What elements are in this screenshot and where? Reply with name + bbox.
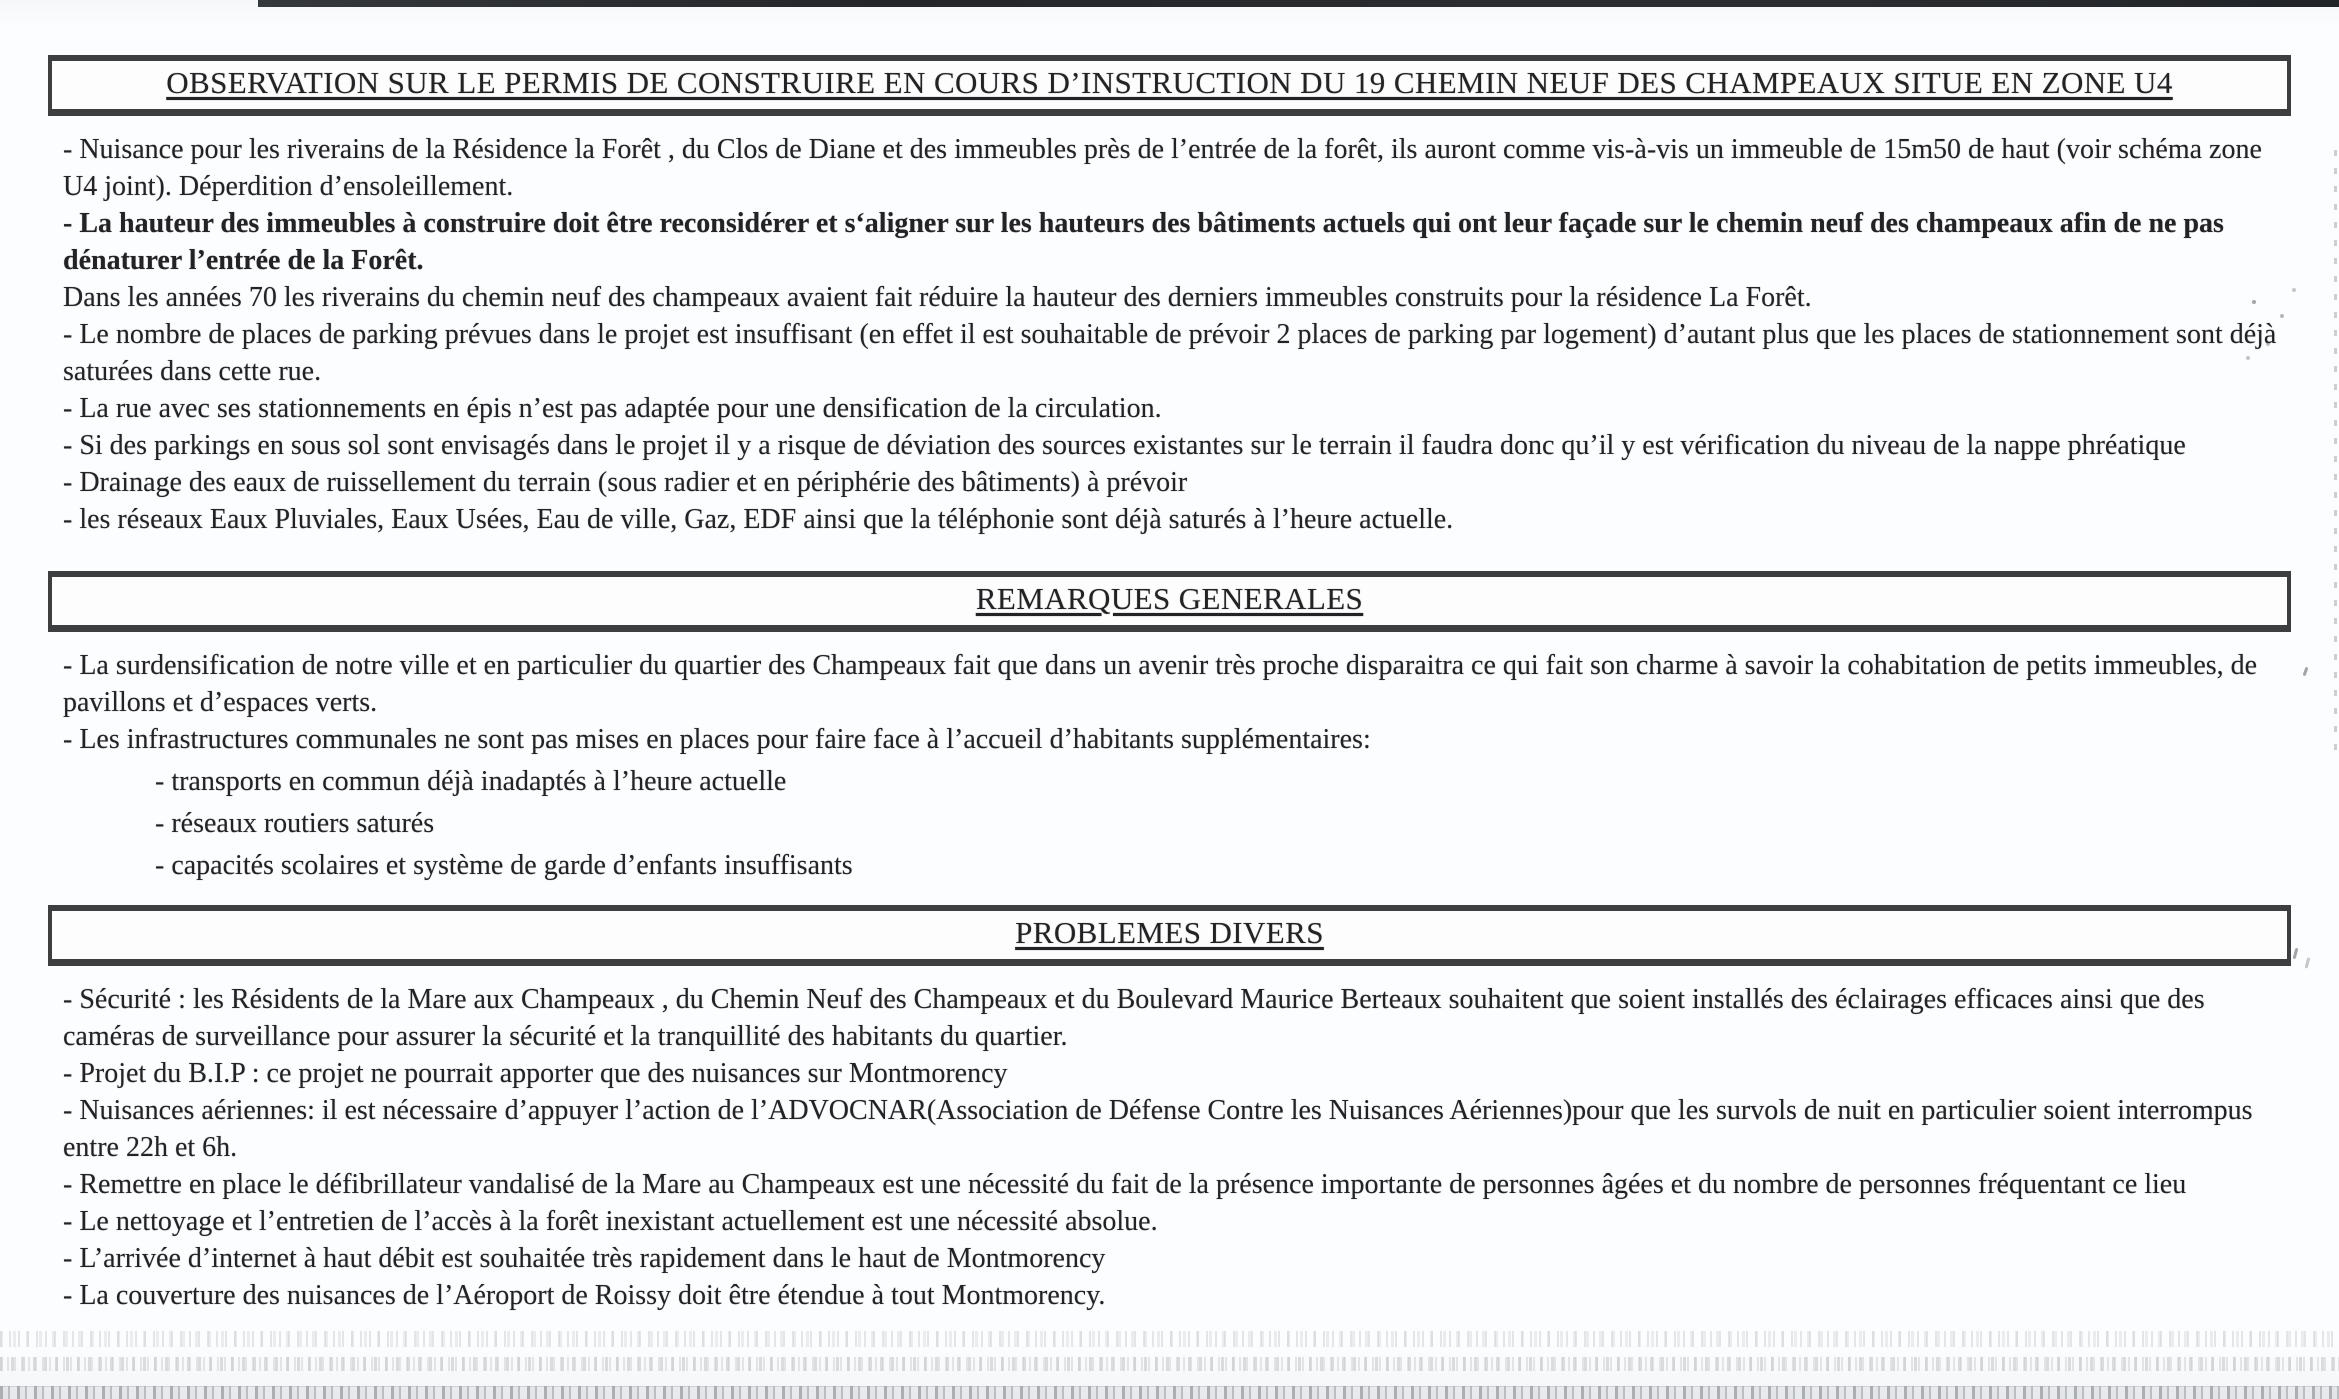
observation-item-parking: - Le nombre de places de parking prévues dans le projet est insuffisant (en effet il est souhaitable de prévoir 2 places de parking par logement) d’autant plus que les places de stationnement sont déjà saturées dans cette rue. [63, 319, 2277, 387]
observation-item-hauteur: - La hauteur des immeubles à construire doit être reconsidérer et s‘aligner sur les hauteurs des bâtiments actuels qui ont leur façade sur le chemin neuf des champeaux afin de ne pas dénaturer l’entrée de la Forêt. [63, 208, 2224, 276]
section-remarques-body [0, 632, 2339, 884]
problemes-item-nuisances-aeriennes: - Nuisances aériennes: il est nécessaire d’appuyer l’action de l’ADVOCNAR(Association de Défense Contre les Nuisances Aériennes)pour que les survols de nuit en particulier soient interrompus entre 22h et 6h. [63, 1095, 2253, 1163]
section-problemes-header [48, 905, 2291, 966]
section-observation-title: OBSERVATION SUR LE PERMIS DE CONSTRUIRE EN COURS D’INSTRUCTION DU 19 CHEMIN NEUF DES CHAMPEAUX SITUE EN ZONE U4 [166, 65, 2173, 100]
problemes-item-securite: - Sécurité : les Résidents de la Mare aux Champeaux , du Chemin Neuf des Champeaux et du Boulevard Maurice Berteaux souhaitent que soient installés des éclairages efficaces ainsi que des caméras de surveillance pour assurer la sécurité et la tranquillité des habitants du quartier. [63, 984, 2205, 1052]
observation-item-rue-epis: - La rue avec ses stationnements en épis n’est pas adaptée pour une densification de la circulation. [63, 393, 1162, 424]
observation-item-reseaux: - les réseaux Eaux Pluviales, Eaux Usées, Eau de ville, Gaz, EDF ainsi que la téléphonie sont déjà saturés à l’heure actuelle. [63, 504, 1454, 535]
scan-noise-band-middle [0, 1357, 2339, 1371]
section-remarques-header [48, 571, 2291, 632]
problemes-item-roissy: - La couverture des nuisances de l’Aéroport de Roissy doit être étendue à tout Montmorency. [63, 1280, 1106, 1311]
remarques-subitem-reseaux-routiers: - réseaux routiers saturés [155, 808, 435, 839]
section-observation [0, 55, 2339, 538]
remarques-subitem-scolaires: - capacités scolaires et système de garde d’enfants insuffisants [155, 850, 853, 881]
problemes-item-internet: - L’arrivée d’internet à haut débit est souhaitée très rapidement dans le haut de Montmorency [63, 1243, 1106, 1274]
remarques-item-surdensification: - La surdensification de notre ville et en particulier du quartier des Champeaux fait que dans un avenir très proche disparaitra ce qui fait son charme à savoir la cohabitation de petits immeubles, de pavillons et d’espaces verts. [63, 650, 2258, 718]
problemes-item-bip: - Projet du B.I.P : ce projet ne pourrait apporter que des nuisances sur Montmorency [63, 1058, 1008, 1089]
observation-item-drainage: - Drainage des eaux de ruissellement du terrain (sous radier et en périphérie des bâtiments) à prévoir [63, 467, 1188, 498]
observation-item-sous-sol: - Si des parkings en sous sol sont envisagés dans le projet il y a risque de déviation des sources existantes sur le terrain il faudra donc qu’il y est vérification du niveau de la nappe phréatique [63, 430, 2186, 461]
scan-noise-band-bottom [0, 1386, 2339, 1399]
section-observation-header [48, 55, 2291, 116]
problemes-item-nettoyage-foret: - Le nettoyage et l’entretien de l’accès à la forêt inexistant actuellement est une nécessité absolue. [63, 1206, 1158, 1237]
observation-item-nuisance: - Nuisance pour les riverains de la Résidence la Forêt , du Clos de Diane et des immeubles près de l’entrée de la forêt, ils auront comme vis-à-vis un immeuble de 15m50 de haut (voir schéma zone U4 joint). Déperdition d’ensoleillement. [63, 134, 2262, 202]
section-problemes [0, 905, 2339, 1314]
scan-edge-artifact-top [258, 0, 2339, 7]
remarques-item-infrastructures: - Les infrastructures communales ne sont pas mises en places pour faire face à l’accueil d’habitants supplémentaires: [63, 724, 1371, 755]
section-problemes-body [0, 966, 2339, 1314]
section-remarques-title: REMARQUES GENERALES [975, 581, 1364, 616]
remarques-subitem-transports: - transports en commun déjà inadaptés à l’heure actuelle [155, 766, 787, 797]
scan-noise-band-upper [0, 1331, 2339, 1347]
section-problemes-title: PROBLEMES DIVERS [1015, 915, 1324, 950]
section-remarques [0, 571, 2339, 884]
observation-note-annees70: Dans les années 70 les riverains du chemin neuf des champeaux avaient fait réduire la hauteur des derniers immeubles construits pour la résidence La Forêt. [63, 282, 1812, 313]
section-observation-body [0, 116, 2339, 538]
problemes-item-defibrillateur: - Remettre en place le défibrillateur vandalisé de la Mare au Champeaux est une nécessité du fait de la présence importante de personnes âgées et du nombre de personnes fréquentant ce lieu [63, 1169, 2187, 1200]
